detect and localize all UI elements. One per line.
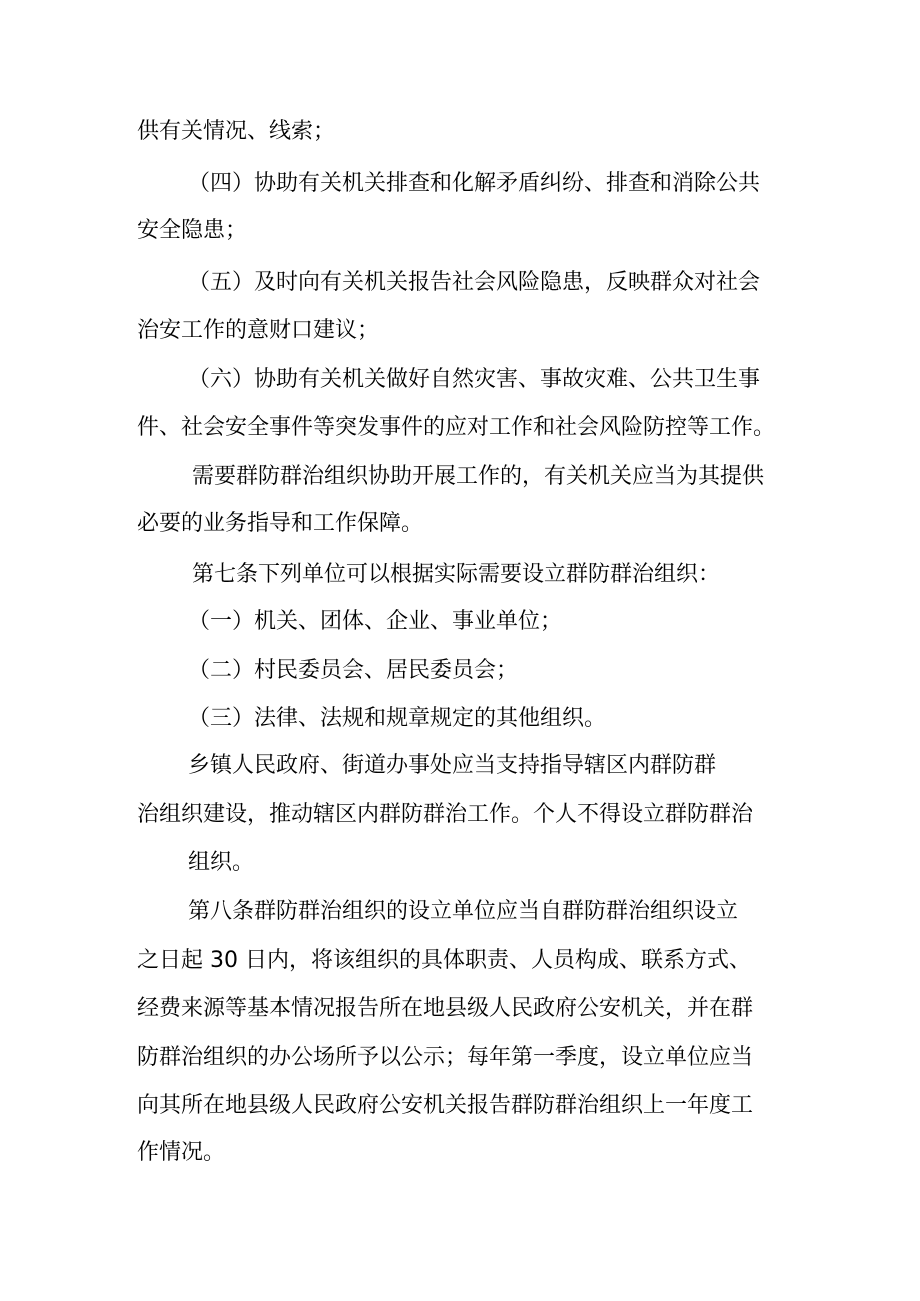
- text-line: 第八条群防群治组织的设立单位应当自群防群治组织设立: [188, 899, 739, 924]
- text-line: 向其所在地县级人民政府公安机关报告群防群治组织上一年度工: [137, 1093, 754, 1118]
- text-line: 防群治组织的办公场所予以公示；每年第一季度，设立单位应当: [137, 1045, 754, 1070]
- text-line: 件、社会安全事件等突发事件的应对工作和社会风险防控等工作。: [137, 415, 776, 440]
- text-line: 需要群防群治组织协助开展工作的，有关机关应当为其提供: [192, 464, 765, 489]
- text-line: 经费来源等基本情况报告所在地县级人民政府公安机关，并在群: [137, 996, 754, 1021]
- text-line: 治安工作的意财口建议；: [137, 318, 380, 343]
- text-line: （四）协助有关机关排查和化解矛盾纠纷、排查和消除公共: [188, 171, 761, 196]
- text-line: 作情况。: [137, 1140, 226, 1165]
- text-line: 安全隐患；: [137, 218, 248, 243]
- text-line: 治组织建设，推动辖区内群防群治工作。个人不得设立群防群治: [137, 802, 754, 827]
- text-line: （三）法律、法规和规章规定的其他组织。: [188, 706, 607, 731]
- text-line: 组织。: [188, 850, 255, 875]
- text-line: （一）机关、团体、企业、事业单位；: [188, 609, 563, 634]
- text-line: 之日起 30 日内，将该组织的具体职责、人员构成、联系方式、: [137, 948, 751, 973]
- text-line: 乡镇人民政府、街道办事处应当支持指导辖区内群防群: [188, 753, 717, 778]
- text-line: （五）及时向有关机关报告社会风险隐患，反映群众对社会: [188, 270, 761, 295]
- text-line: 必要的业务指导和工作保障。: [137, 511, 424, 536]
- text-line: 供有关情况、线索；: [137, 119, 336, 144]
- text-line: （六）协助有关机关做好自然灾害、事故灾难、公共卫生事: [188, 367, 761, 392]
- text-line: （二）村民委员会、居民委员会；: [188, 658, 519, 683]
- text-line: 第七条下列单位可以根据实际需要设立群防群治组织：: [192, 562, 721, 587]
